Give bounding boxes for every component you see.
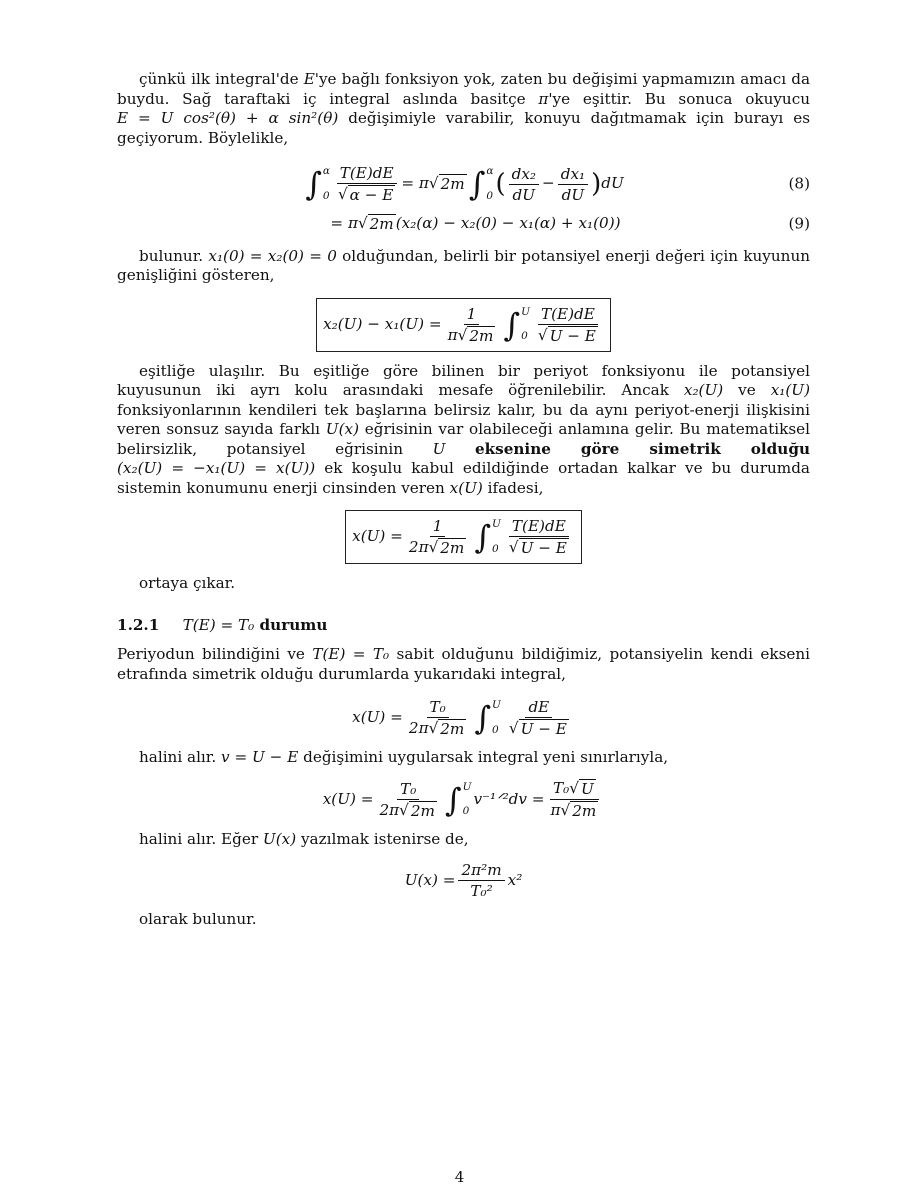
math-text: = π	[401, 174, 429, 193]
equation-number: (8)	[788, 174, 810, 193]
math-inline: π	[538, 89, 549, 108]
text: değişimiyle varabilir, konuyu dağıtmamak için burayı es geçiyorum. Böylelikle,	[117, 109, 810, 147]
equation-Ux: U(x) = $\frac{\text{2π²m}}{\text{T₀²}}$ x²	[404, 861, 523, 900]
section-heading: 1.2.1 T(E) = T₀ durumu	[117, 615, 328, 634]
paragraph-1	[117, 70, 810, 148]
math-inline: E	[303, 70, 315, 88]
integral-sign: ∫ α 0	[468, 165, 494, 203]
math-inline: x₁(0) = x₂(0) = 0	[208, 246, 337, 265]
equation-xU-result: x(U) = T₀ 2π √ 2m ∫ U 0 v⁻¹ᐟ²dv = T₀ √ U π √ 2m	[117, 778, 810, 822]
text: 'ye bağlı fonksiyon yok, zaten bu değişimi yapmamızın amacı da buydu. Sağ taraftaki iç integral aslında basitçe	[117, 70, 811, 108]
sqrt: √ 2m	[428, 173, 465, 193]
equation-9: = π √ 2m (x₂(α) − x₂(0) − x₁(α) + x₁(0)) (9)	[330, 214, 810, 233]
integral-sign: ∫ α 0	[305, 165, 330, 203]
paragraph-5: Periyodun bilindiğini ve T(E) = T₀ sabit olduğunu bildiğimiz, potansiyelin kendi ekseni etrafında simetrik olduğu durumlarda yukarıdaki integral,	[117, 645, 811, 683]
equation-xU-boxed: x(U) = 1 2π √ 2m ∫ U 0 T(E)dE √ U − E	[117, 510, 810, 564]
paragraph-4: ortaya çıkar.	[139, 574, 236, 592]
text: çünkü ilk integral'de	[139, 70, 299, 88]
paragraph-8: olarak bulunur.	[139, 910, 257, 928]
text: 'ye eşittir. Bu sonuca okuyucu	[548, 89, 810, 108]
equation-xU-T0: x(U) = T₀ 2π √ 2m ∫ U 0 dE √ U − E	[352, 698, 567, 738]
equation-8: ∫ α 0 T(E)dE √ α − E = π √ 2m ∫ α 0 ( $\frac{\text{dx₂}}{dU}$ − $\frac{\text{dx₁}}{dU}$ ) dU (8)	[305, 164, 810, 204]
fraction: $\frac{\text{dx₁}}{dU}$	[558, 165, 588, 204]
paragraph-2: bulunur. x₁(0) = x₂(0) = 0 olduğundan, belirli bir potansiyel enerji değeri için kuyunun genişliğini gösteren,	[117, 246, 811, 284]
fraction: T(E)dE √ α − E	[335, 164, 398, 204]
page-number: 4	[454, 1168, 465, 1186]
paragraph-6: halini alır. v = U − E değişimini uygularsak integral yeni sınırlarıyla,	[139, 748, 669, 766]
fraction: $\frac{\text{dx₂}}{dU}$	[509, 165, 539, 204]
paragraph-3: eşitliğe ulaşılır. Bu eşitliğe göre bilinen bir periyot fonksiyonu ile potansiyel kuyusunun iki ayrı kolu arasındaki mesafe öğrenilebilir. Ancak x₂(U) ve x₁(U) fonksiyonlarının kendileri tek başlarına belirsiz kalır, bu da aynı periyot-enerji ilişkisini veren sonsuz sayıda farklı U(x) eğrisinin var olabileceği anlamına gelir. Bu matematiksel belirsizlik, potansiyel eğrisinin U eksenine göre simetrik olduğu (x₂(U) = −x₁(U) = x(U)) ek koşulu kabul edildiğinde ortadan kalkar ve bu durumda sistemin konumunu enerji cinsinden veren x(U) ifadesi,	[117, 361, 811, 497]
paragraph-7: halini alır. Eğer U(x) yazılmak istenirse de,	[139, 829, 469, 848]
equation-width-boxed: x₂(U) − x₁(U) = 1 π √ 2m ∫ U 0 T(E)dE √ U − E	[117, 298, 810, 352]
math-inline: E = U cos²(θ) + α sin²(θ)	[117, 109, 339, 127]
page-body	[117, 70, 810, 930]
equation-number: (9)	[788, 214, 810, 233]
